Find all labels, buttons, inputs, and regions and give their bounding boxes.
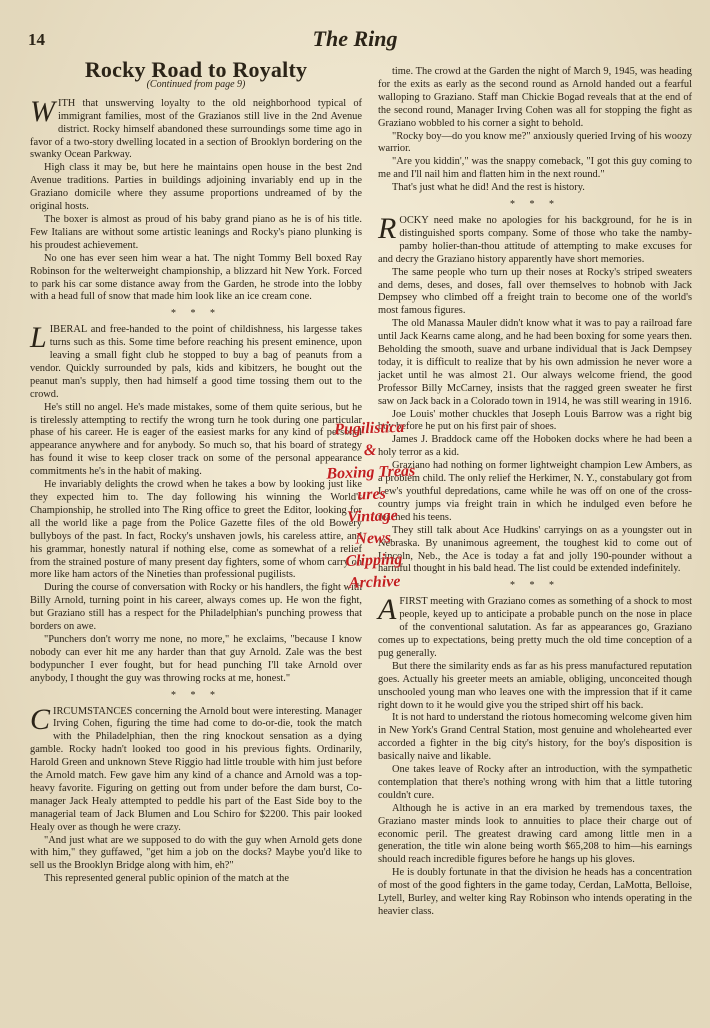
paragraph-text: "Are you kiddin'," was the snappy comeback, "I got this guy coming to me and I'll nail him and flatten him in the next round." [378,156,692,181]
watermark-line: Clipping [345,550,403,570]
watermark-line: Pugilistica [333,418,405,439]
paragraph-text: It is not hard to understand the riotous homecoming welcome given him in New York's Grand Central Station, most genuine and wholehearted ever accorded a fighter in the big city's history, for the boy's disposition is basically naive and likable. [378,712,692,763]
article-paragraph [378,131,692,157]
paragraph-text: The same people who turn up their noses at Rocky's striped sweaters and dems, deses, and doses, fall over themselves to hobnob with Jack Dempsey who climbed off a freight train to become one of the world's most famous figures. [378,266,692,317]
paragraph-text: time. The crowd at the Garden the night of March 9, 1945, was heading for the exits as early as the second round as Arnold handed out a fearful walloping to Graziano. Staff man Chickie Bogad reveals that at the end of the second round, Manager Irving Cohen was all for stopping the fight as Graziano wobbled to his corner a sight to behold. [378,66,692,129]
article-paragraph [378,803,692,868]
paragraph-text: IBERAL and free-handed to the point of childishness, his largesse takes turns such as this. Some time before reaching his present eminence, upon leaving a small fight club he stopped to buy a bag of peanuts from a vendor. Quickly surrounded by pals, kids and kibitzers, he bought out the peanut man's supply, then had himself a good time tossing them out to the crowd. [30,324,362,400]
article-paragraph [378,156,692,182]
article-paragraph [30,835,362,874]
paragraph-text: They still talk about Ace Hudkins' carryings on as a youngster out in Nebraska. By unanimous agreement, the toughest kid to come out of Lincoln, Neb., the Ace is today a fat and jolly 190-pounder without a harmful thought in his bald head. The list could be extended indefinitely. [378,524,692,575]
article-title: Rocky Road to Royalty [84,57,308,82]
paragraph-text: "And just what are we supposed to do with the guy when Arnold gets done with him," they guffawed, "get him a job on the docks? Maybe you'd like to sell us the Brooklyn Bridge along with him, eh?" [30,834,362,872]
drop-cap: A [378,593,397,627]
drop-cap: W [30,94,55,128]
article-paragraph [378,867,692,919]
article-paragraph [30,253,362,305]
paragraph-text: This represented general public opinion of the match at the [44,873,289,885]
paragraph-text: Graziano had nothing on former lightweight champion Lew Ambers, as a problem child. The only relief the Herkimer, N. Y., constabulary got from Lew's youthful depredations, came while he was off on one of the cross-country jumps via freight train in which he indulged even before he reached his teens. [378,460,692,523]
continued-note: (Continued from page 9) [146,78,246,90]
paragraph-text: ITH that unswerving loyalty to the old neighborhood typical of immigrant families, most of the Grazianos still live in the 2nd Avenue district. Rocky himself abandoned these surroundings some time ago in favor of a two-story dwelling located in a section of Brooklyn bordering on the swanky Ocean Parkway. [30,97,362,161]
article-paragraph [378,661,692,713]
article-paragraph [378,66,692,131]
article-paragraph [378,182,692,195]
section-6 [378,593,692,919]
paragraph-text: He invariably delights the crowd when he takes a bow by looking just like they expected him to. The day following his winning the World's Championship, he strolled into The Ring office to greet the Editor, looking for all the world like a page from the Police Gazette files of the old Bowery bullyboys of the past. In fact, Rocky's unshaven jowls, his careless attire, and his grammar, honestly natural if nothing else, come as somewhat of a relief from the strained posture of many present day fighters, some of whom carry on more like ham actors of the Nineties than professional pugilists. [30,479,362,581]
archive-watermark [299,416,445,597]
article-paragraph [30,873,362,886]
watermark-line: Vintage [346,507,398,526]
article-paragraph [30,634,362,686]
paragraph-text: "Punchers don't worry me none, no more," he exclaims, "because I know nobody can ever hit me any harder than that guy Arnold. Zale was the best bodypuncher I ever fought, but for head punching I'll take Arnold over anybody, I thought the guy was throwing rocks at me, honest." [30,633,362,684]
article-paragraph [378,764,692,803]
article-paragraph [378,318,692,408]
paragraph-text: During the course of conversation with Rocky or his handlers, the fight with Billy Arnold, turning point in his career, always comes up. He won the fight, but Graziano still has a respect for the Philadelphian's punching prowess that borders on awe. [30,582,362,633]
article-paragraph [378,267,692,319]
section-4 [378,66,692,195]
paragraph-text: Although he is active in an era marked by tremendous taxes, the Graziano master minds look to annuities to place their charge out of economic peril. The greatest drawing card among little men in a generation, the title win alone being worth $65,208 to him—his earnings should reach incredible figures before he hangs up his gloves. [378,802,692,866]
drop-cap: R [378,211,397,245]
section-separator: * * * [510,580,560,592]
article-paragraph [378,593,692,661]
article-paragraph [30,702,362,835]
paragraph-text: No one has ever seen him wear a hat. The night Tommy Bell boxed Ray Robinson for the welterweight championship, a blizzard hit New York. Forced to park his car some distance away from the Garden, he strode into the lobby with a head full of snow that made him look like an ice cream cone. [30,252,362,303]
watermark-line: Boxing Treas [326,462,416,483]
article-paragraph [378,712,692,764]
paragraph-text: The old Manassa Mauler didn't know what it was to pay a railroad fare until Jack Kearns came along, and he had been boxing for some years then. Beholding the smooth, suave and urbane individual that is Jack Dempsey today, it is difficult to realize that by his own admission he never wore a jacket until he was almost 21. Our always welcome friend, the good Professor Billy McCarney, insists that the ragged green sweater he first saw on Jack back in a Colorado town in 1914, he was still wearing in 1916. [378,318,692,407]
paragraph-text: He's still no angel. He's made mistakes, some of them quite serious, but he is tirelessly attempting to rectify the wrong turn he took during one particular phase of his career. He is eager of the easiest marks for any kind of personal appearance anywhere and for anybody. So much so, that his board of strategy has found it wise to keep closer track on some of the personal appearance commitments he's in the habit of making. [30,401,362,478]
page-number: 14 [28,30,45,49]
article-paragraph [378,211,692,267]
section-separator: * * * [171,308,221,320]
paragraph-text: James J. Braddock came off the Hoboken docks where he had been a holy terror as a kid. [378,434,692,459]
paragraph-text: He is doubly fortunate in that the division he heads has a concentration of most of the good fighters in the game today, Cerdan, LaMotta, Belloise, Lytell, Burley, and welter king Ray Robinson who intends operating in the heavier class. [378,867,692,917]
paragraph-text: One takes leave of Rocky after an introduction, with the sympathetic contemplation that there's nothing wrong with him that a little tutoring couldn't cure. [378,764,692,801]
running-head: The Ring [312,26,398,51]
paragraph-text: Joe Louis' mother chuckles that Joseph Louis Barrow was a right big boy before he put on his first pair of shoes. [378,408,692,433]
section-separator: * * * [510,199,560,211]
drop-cap: C [30,702,51,736]
section-3 [30,702,362,887]
article-paragraph [30,162,362,214]
watermark-line: News [355,529,392,548]
paragraph-text: OCKY need make no apologies for his background, for he is in distinguished sports company. Some of those who take the namby-pamby holier-than-thou attitude of attempting to make excuses for and decry the Graziano history apparently have short memories. [378,214,692,265]
paragraph-text: IRCUMSTANCES concerning the Arnold bout were interesting. Manager Irving Cohen, figuring the time had come to do-or-die, took the match with the Philadelphian, then the ring knockout sensation as a dying gamble. Rocky hadn't looked too good in his previous fights. Ordinarily, Harold Green and unknown Steve Riggio had little trouble with him just before the Arnold match. Few gave him any kind of a chance and Arnold was a top-heavy favorite. Figuring on getting out from under before the dam burst, Co-manager Jack Healy attempted to peddle his part of the East Side boy to the managerial team of Jack Blumen and Lou Schiro for $2200. This pair looked Healy over as though he were crazy. [30,705,362,833]
drop-cap: L [30,321,47,355]
watermark-line: Archive [348,573,401,592]
section-separator: * * * [171,689,221,701]
article-paragraph [30,321,362,401]
section-1 [30,94,362,305]
paragraph-text: The boxer is almost as proud of his baby grand piano as he is of his title. Few Italians are without some artistic leanings and Rocky's piano plunking is his proudest achievement. [30,213,362,251]
article-paragraph [30,94,362,163]
paragraph-text: FIRST meeting with Graziano comes as something of a shock to most people, keyed up to anticipate a probable punch on the nose in place of the conventional salutation. As far as appearances go, Graziano comes up to expectations, being pretty much the old time conception of a pug generally. [378,596,692,659]
paragraph-text: "Rocky boy—do you know me?" anxiously queried Irving of his woozy warrior. [378,130,692,155]
paragraph-text: But there the similarity ends as far as his press manufactured reputation goes. Actually his greeter meets an amiable, obliging, unconceited though unschooled young man who leaves one with the impression that if it came right down to it he would give you the striped shirt off his back. [378,660,692,711]
paragraph-text: That's just what he did! And the rest is history. [392,182,585,194]
watermark-line: ures [357,485,387,504]
watermark-line: & [363,441,377,460]
article-paragraph [30,214,362,253]
paragraph-text: High class it may be, but here he maintains open house in the best 2nd Avenue traditions. Parties in buildings adjoining invariably end up in the Graziano domicile where they assume proportions undreamed of by the original hosts. [30,162,362,213]
